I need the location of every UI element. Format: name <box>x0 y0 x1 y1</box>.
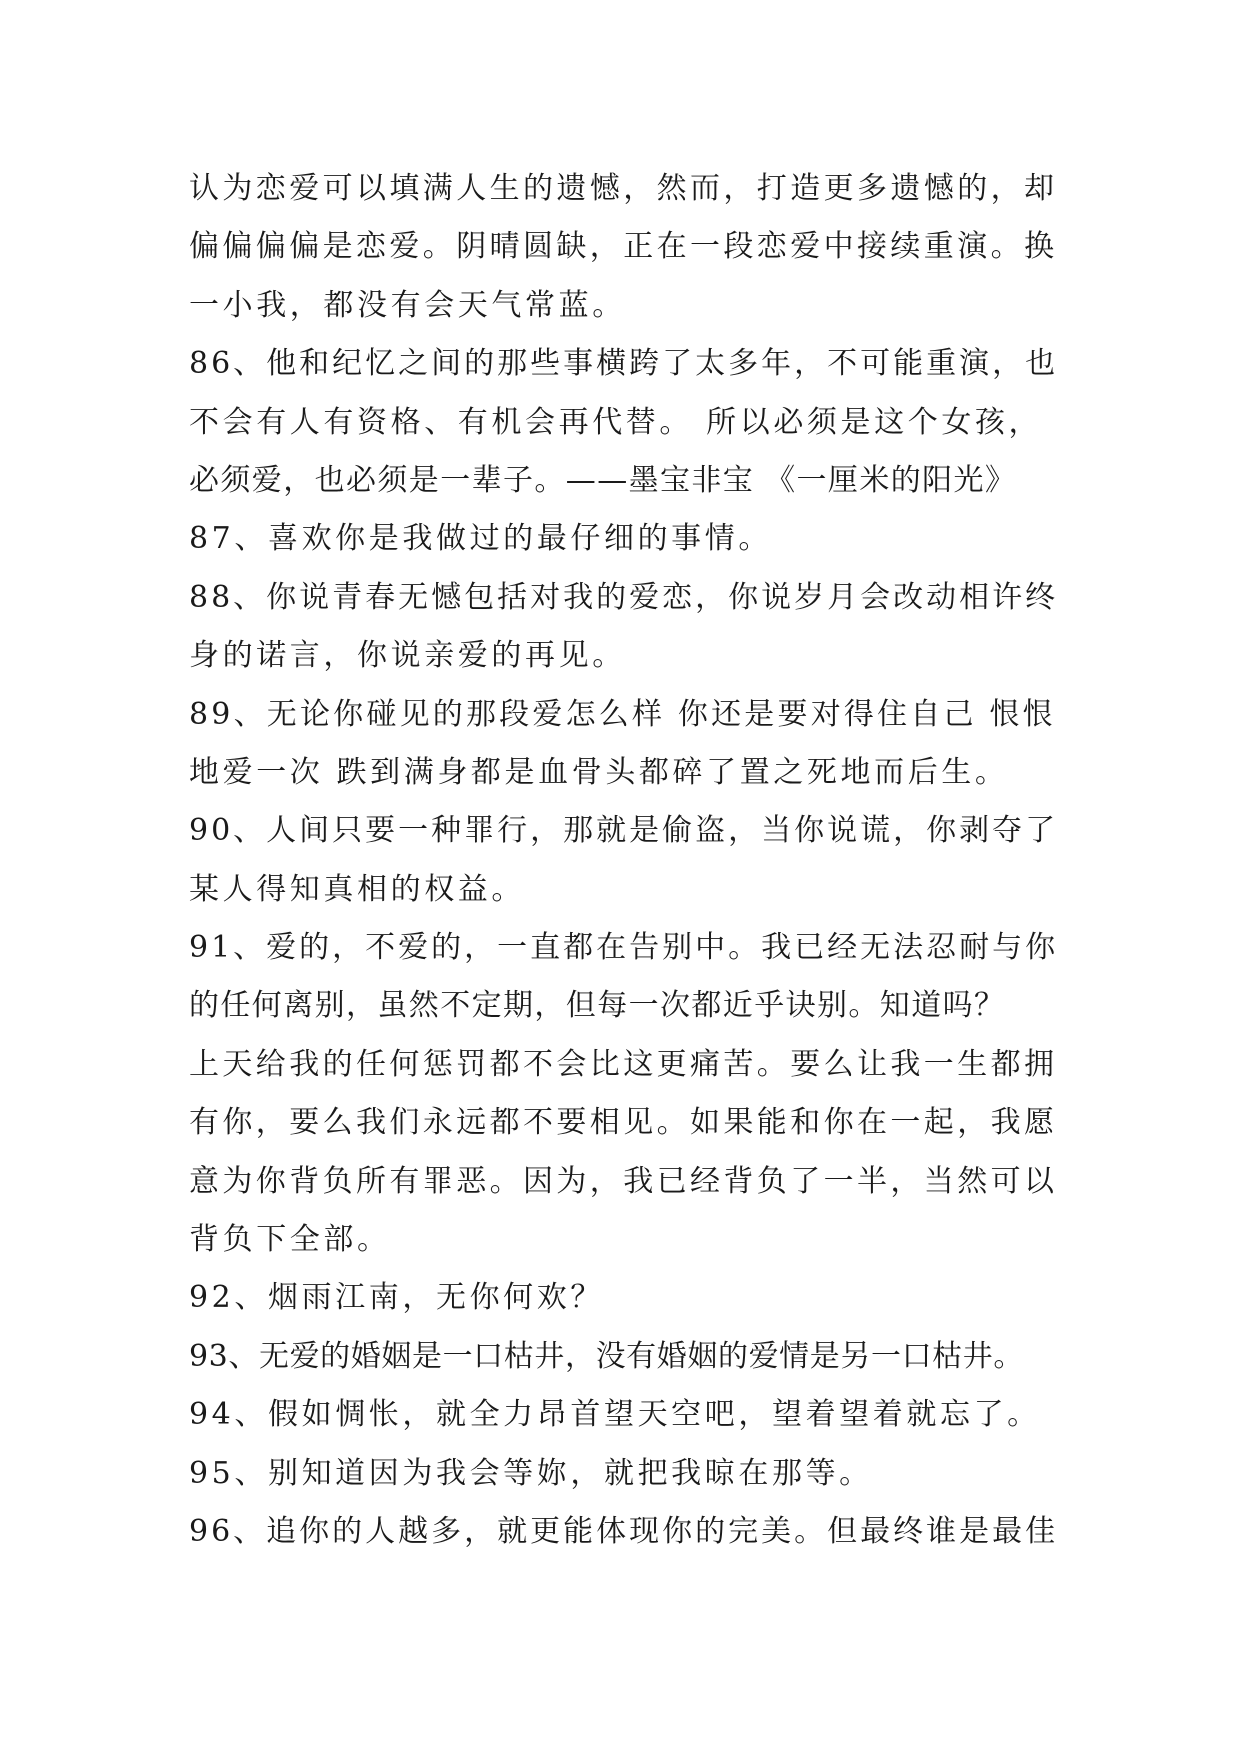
text-line: 认为恋爱可以填满人生的遗憾，然而，打造更多遗憾的，却 <box>189 171 1058 206</box>
text-line: 88、你说青春无憾包括对我的爱恋，你说岁月会改动相许终 <box>189 579 1059 615</box>
text-line: 地爱一次 跌到满身都是血骨头都碎了置之死地而后生。 <box>189 754 1009 790</box>
text-line: 偏偏偏偏是恋爱。阴晴圆缺，正在一段恋爱中接续重演。换 <box>189 229 1058 265</box>
text-line: 有你，要么我们永远都不要相见。如果能和你在一起，我愿 <box>189 1105 1058 1141</box>
text-line: 上天给我的任何惩罚都不会比这更痛苦。要么让我一生都拥 <box>189 1046 1058 1082</box>
text-line: 一小我，都没有会天气常蓝。 <box>189 287 626 323</box>
text-line: 92、烟雨江南，无你何欢？ <box>189 1280 604 1316</box>
text-line: 意为你背负所有罪恶。因为，我已经背负了一半，当然可以 <box>189 1163 1058 1199</box>
text-line: 身的诺言，你说亲爱的再见。 <box>189 638 626 674</box>
text-line: 背负下全部。 <box>189 1222 391 1258</box>
text-line: 95、别知道因为我会等妳，就把我晾在那等。 <box>189 1455 873 1491</box>
text-line: 某人得知真相的权益。 <box>189 871 525 907</box>
text-line: 93、无爱的婚姻是一口枯井，没有婚姻的爱情是另一口枯井。 <box>189 1338 1024 1374</box>
text-line: 90、人间只要一种罪行，那就是偷盗，当你说谎，你剥夺了 <box>189 813 1059 849</box>
text-line: 91、爱的，不爱的，一直都在告别中。我已经无法忍耐与你 <box>189 930 1059 966</box>
text-line: 87、喜欢你是我做过的最仔细的事情。 <box>189 521 772 557</box>
text-line: 86、他和纪忆之间的那些事横跨了太多年，不可能重演，也 <box>189 346 1059 382</box>
text-line: 96、追你的人越多，就更能体现你的完美。但最终谁是最佳 <box>189 1513 1059 1549</box>
document-body <box>189 160 1059 1561</box>
text-line: 必须爱，也必须是一辈子。——墨宝非宝 《一厘米的阳光》 <box>189 462 1017 498</box>
text-line: 89、无论你碰见的那段爱怎么样 你还是要对得住自己 恨恨 <box>189 696 1056 732</box>
text-line: 94、假如惆怅，就全力昂首望天空吧，望着望着就忘了。 <box>189 1397 1041 1433</box>
text-line: 的任何离别，虽然不定期，但每一次都近乎诀别。知道吗？ <box>189 988 1006 1024</box>
text-line: 不会有人有资格、有机会再代替。 所以必须是这个女孩， <box>189 404 1043 440</box>
